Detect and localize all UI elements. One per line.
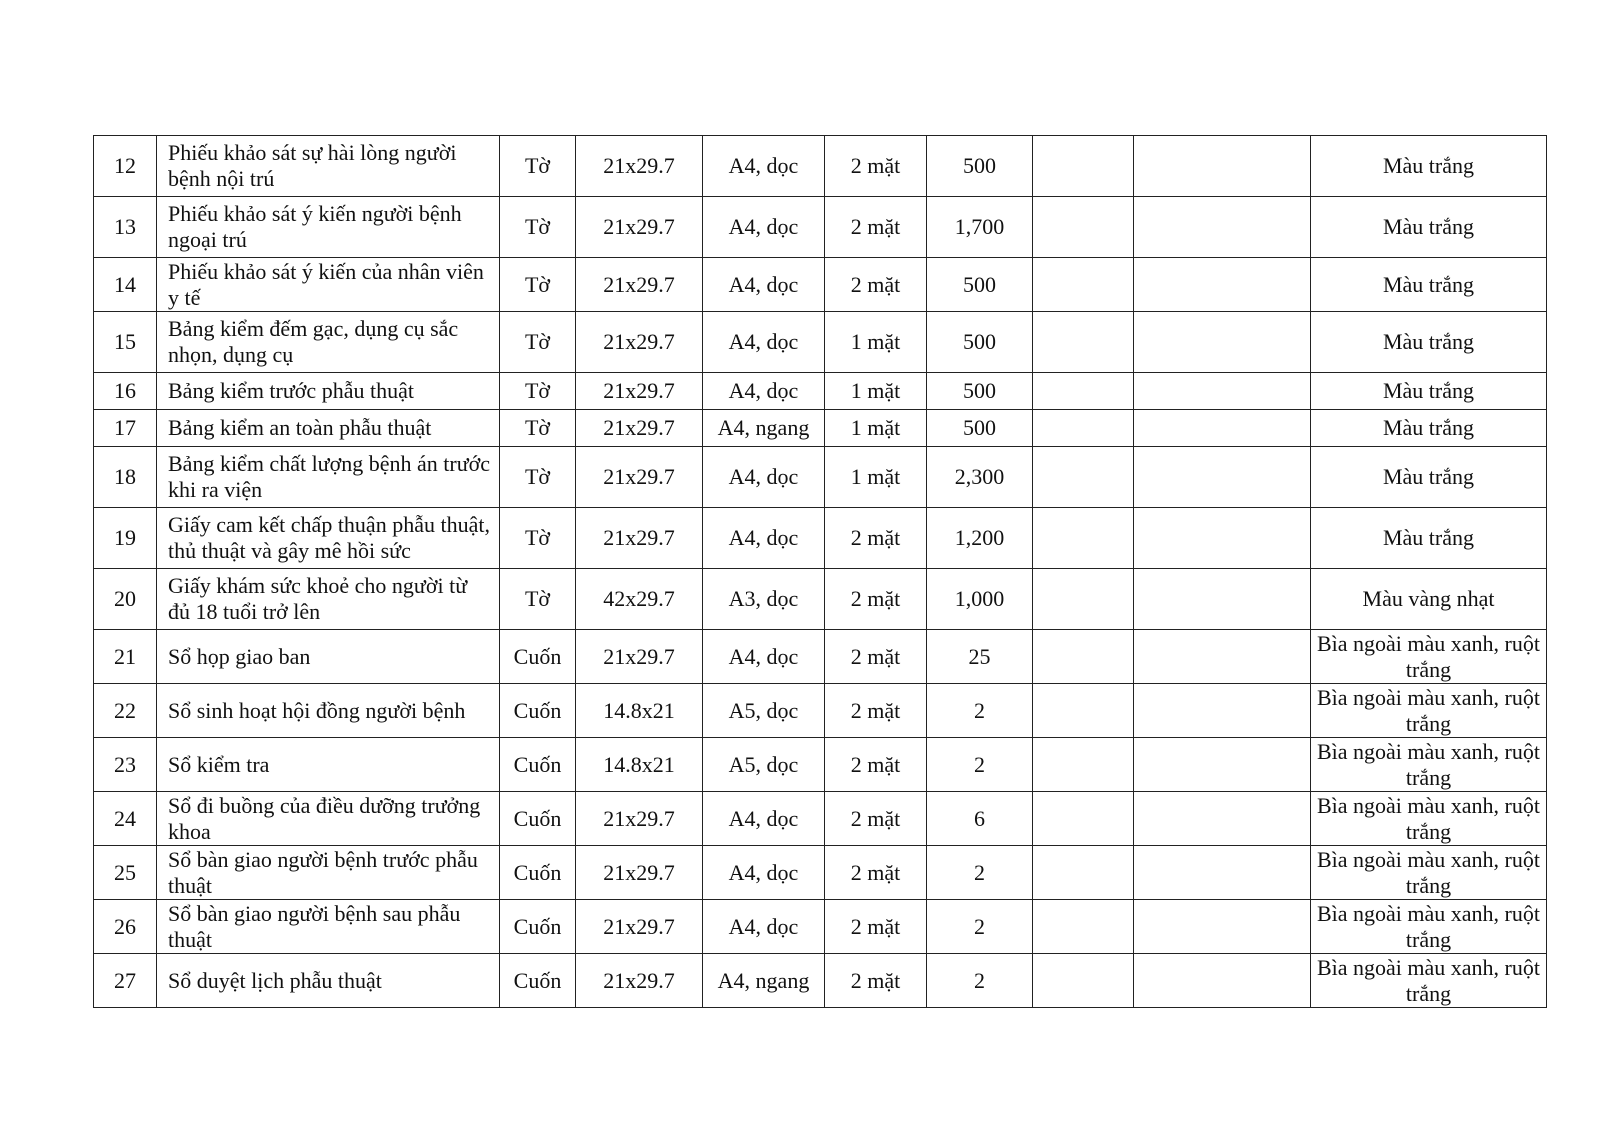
print-sides-cell: 2 mặt (825, 738, 927, 792)
quantity-cell: 2 (927, 684, 1033, 738)
paper-format-cell: A4, dọc (703, 447, 825, 508)
paper-format-cell: A3, dọc (703, 569, 825, 630)
note-cell: Bìa ngoài màu xanh, ruột trắng (1311, 846, 1547, 900)
empty-cell-cell (1134, 738, 1311, 792)
empty-cell-cell (1033, 954, 1134, 1008)
paper-format-cell: A4, dọc (703, 197, 825, 258)
table-row (94, 136, 1547, 197)
unit-cell: Tờ (500, 312, 576, 373)
unit-cell: Tờ (500, 373, 576, 410)
form-name-cell: Phiếu khảo sát ý kiến người bệnh ngoại trú (157, 197, 500, 258)
empty-cell-cell (1033, 373, 1134, 410)
print-sides-cell: 2 mặt (825, 846, 927, 900)
paper-format-cell: A4, dọc (703, 312, 825, 373)
paper-format-cell: A4, dọc (703, 136, 825, 197)
form-name-cell: Sổ duyệt lịch phẫu thuật (157, 954, 500, 1008)
empty-cell-cell (1134, 684, 1311, 738)
print-sides-cell: 2 mặt (825, 508, 927, 569)
table-row (94, 258, 1547, 312)
paper-format-cell: A4, ngang (703, 410, 825, 447)
table-row (94, 447, 1547, 508)
paper-size-cell: 21x29.7 (576, 508, 703, 569)
empty-cell-cell (1134, 312, 1311, 373)
paper-size-cell: 21x29.7 (576, 258, 703, 312)
print-sides-cell: 2 mặt (825, 569, 927, 630)
empty-cell-cell (1033, 569, 1134, 630)
empty-cell-cell (1033, 447, 1134, 508)
form-name-cell: Sổ kiểm tra (157, 738, 500, 792)
note-cell: Bìa ngoài màu xanh, ruột trắng (1311, 630, 1547, 684)
paper-size-cell: 21x29.7 (576, 900, 703, 954)
paper-format-cell: A4, dọc (703, 792, 825, 846)
table-body (94, 136, 1547, 1008)
form-name-cell: Sổ đi buồng của điều dưỡng trưởng khoa (157, 792, 500, 846)
table-row (94, 569, 1547, 630)
note-cell: Bìa ngoài màu xanh, ruột trắng (1311, 792, 1547, 846)
note-cell: Màu trắng (1311, 258, 1547, 312)
form-name-cell: Giấy cam kết chấp thuận phẫu thuật, thủ thuật và gây mê hồi sức (157, 508, 500, 569)
paper-size-cell: 21x29.7 (576, 954, 703, 1008)
form-name-cell: Bảng kiểm đếm gạc, dụng cụ sắc nhọn, dụng cụ (157, 312, 500, 373)
unit-cell: Tờ (500, 410, 576, 447)
print-sides-cell: 2 mặt (825, 900, 927, 954)
empty-cell-cell (1033, 792, 1134, 846)
print-sides-cell: 1 mặt (825, 410, 927, 447)
quantity-cell: 1,200 (927, 508, 1033, 569)
print-sides-cell: 2 mặt (825, 792, 927, 846)
paper-size-cell: 21x29.7 (576, 312, 703, 373)
form-name-cell: Sổ họp giao ban (157, 630, 500, 684)
row-number-cell: 21 (94, 630, 157, 684)
note-cell: Màu trắng (1311, 197, 1547, 258)
row-number-cell: 27 (94, 954, 157, 1008)
empty-cell-cell (1033, 630, 1134, 684)
empty-cell-cell (1134, 197, 1311, 258)
empty-cell-cell (1134, 258, 1311, 312)
note-cell: Màu trắng (1311, 312, 1547, 373)
form-name-cell: Sổ bàn giao người bệnh trước phẫu thuật (157, 846, 500, 900)
empty-cell-cell (1134, 954, 1311, 1008)
quantity-cell: 2 (927, 846, 1033, 900)
paper-format-cell: A4, ngang (703, 954, 825, 1008)
row-number-cell: 13 (94, 197, 157, 258)
paper-format-cell: A5, dọc (703, 684, 825, 738)
paper-format-cell: A4, dọc (703, 846, 825, 900)
note-cell: Bìa ngoài màu xanh, ruột trắng (1311, 684, 1547, 738)
table-row (94, 738, 1547, 792)
row-number-cell: 24 (94, 792, 157, 846)
quantity-cell: 2,300 (927, 447, 1033, 508)
quantity-cell: 500 (927, 258, 1033, 312)
paper-size-cell: 21x29.7 (576, 197, 703, 258)
paper-format-cell: A4, dọc (703, 258, 825, 312)
paper-format-cell: A4, dọc (703, 900, 825, 954)
quantity-cell: 500 (927, 410, 1033, 447)
table-row (94, 900, 1547, 954)
quantity-cell: 500 (927, 136, 1033, 197)
empty-cell-cell (1033, 197, 1134, 258)
quantity-cell: 25 (927, 630, 1033, 684)
note-cell: Màu trắng (1311, 373, 1547, 410)
empty-cell-cell (1033, 136, 1134, 197)
paper-size-cell: 21x29.7 (576, 846, 703, 900)
unit-cell: Cuốn (500, 684, 576, 738)
empty-cell-cell (1134, 136, 1311, 197)
form-name-cell: Phiếu khảo sát sự hài lòng người bệnh nội trú (157, 136, 500, 197)
unit-cell: Cuốn (500, 738, 576, 792)
row-number-cell: 18 (94, 447, 157, 508)
paper-format-cell: A5, dọc (703, 738, 825, 792)
empty-cell-cell (1134, 569, 1311, 630)
form-name-cell: Giấy khám sức khoẻ cho người từ đủ 18 tuổi trở lên (157, 569, 500, 630)
table-row (94, 792, 1547, 846)
table-row (94, 312, 1547, 373)
table-row (94, 410, 1547, 447)
paper-size-cell: 21x29.7 (576, 373, 703, 410)
empty-cell-cell (1033, 738, 1134, 792)
form-name-cell: Bảng kiểm an toàn phẫu thuật (157, 410, 500, 447)
paper-size-cell: 21x29.7 (576, 136, 703, 197)
note-cell: Màu trắng (1311, 447, 1547, 508)
row-number-cell: 19 (94, 508, 157, 569)
row-number-cell: 23 (94, 738, 157, 792)
table-row (94, 508, 1547, 569)
paper-format-cell: A4, dọc (703, 630, 825, 684)
row-number-cell: 26 (94, 900, 157, 954)
empty-cell-cell (1134, 410, 1311, 447)
empty-cell-cell (1033, 508, 1134, 569)
empty-cell-cell (1033, 900, 1134, 954)
unit-cell: Tờ (500, 136, 576, 197)
paper-size-cell: 21x29.7 (576, 410, 703, 447)
unit-cell: Cuốn (500, 846, 576, 900)
unit-cell: Cuốn (500, 630, 576, 684)
paper-size-cell: 21x29.7 (576, 792, 703, 846)
print-sides-cell: 2 mặt (825, 258, 927, 312)
print-sides-cell: 2 mặt (825, 197, 927, 258)
row-number-cell: 14 (94, 258, 157, 312)
table-row (94, 197, 1547, 258)
row-number-cell: 22 (94, 684, 157, 738)
paper-size-cell: 42x29.7 (576, 569, 703, 630)
note-cell: Màu vàng nhạt (1311, 569, 1547, 630)
empty-cell-cell (1134, 792, 1311, 846)
paper-size-cell: 14.8x21 (576, 684, 703, 738)
quantity-cell: 6 (927, 792, 1033, 846)
row-number-cell: 12 (94, 136, 157, 197)
form-name-cell: Sổ sinh hoạt hội đồng người bệnh (157, 684, 500, 738)
unit-cell: Tờ (500, 508, 576, 569)
unit-cell: Tờ (500, 447, 576, 508)
empty-cell-cell (1134, 846, 1311, 900)
empty-cell-cell (1134, 447, 1311, 508)
print-sides-cell: 1 mặt (825, 373, 927, 410)
form-name-cell: Phiếu khảo sát ý kiến của nhân viên y tế (157, 258, 500, 312)
empty-cell-cell (1033, 312, 1134, 373)
print-sides-cell: 2 mặt (825, 630, 927, 684)
note-cell: Bìa ngoài màu xanh, ruột trắng (1311, 954, 1547, 1008)
row-number-cell: 16 (94, 373, 157, 410)
table-row (94, 373, 1547, 410)
forms-table (93, 135, 1547, 1008)
unit-cell: Cuốn (500, 792, 576, 846)
unit-cell: Tờ (500, 197, 576, 258)
empty-cell-cell (1134, 900, 1311, 954)
note-cell: Bìa ngoài màu xanh, ruột trắng (1311, 738, 1547, 792)
print-sides-cell: 2 mặt (825, 954, 927, 1008)
note-cell: Màu trắng (1311, 410, 1547, 447)
empty-cell-cell (1134, 373, 1311, 410)
row-number-cell: 20 (94, 569, 157, 630)
row-number-cell: 15 (94, 312, 157, 373)
quantity-cell: 1,000 (927, 569, 1033, 630)
unit-cell: Cuốn (500, 954, 576, 1008)
quantity-cell: 1,700 (927, 197, 1033, 258)
form-name-cell: Bảng kiểm trước phẫu thuật (157, 373, 500, 410)
paper-size-cell: 14.8x21 (576, 738, 703, 792)
print-sides-cell: 1 mặt (825, 447, 927, 508)
table-row (94, 684, 1547, 738)
quantity-cell: 2 (927, 900, 1033, 954)
unit-cell: Cuốn (500, 900, 576, 954)
row-number-cell: 25 (94, 846, 157, 900)
unit-cell: Tờ (500, 569, 576, 630)
quantity-cell: 2 (927, 954, 1033, 1008)
form-name-cell: Bảng kiểm chất lượng bệnh án trước khi ra viện (157, 447, 500, 508)
note-cell: Bìa ngoài màu xanh, ruột trắng (1311, 900, 1547, 954)
form-name-cell: Sổ bàn giao người bệnh sau phẫu thuật (157, 900, 500, 954)
empty-cell-cell (1033, 846, 1134, 900)
paper-format-cell: A4, dọc (703, 508, 825, 569)
empty-cell-cell (1134, 508, 1311, 569)
unit-cell: Tờ (500, 258, 576, 312)
table-row (94, 954, 1547, 1008)
paper-size-cell: 21x29.7 (576, 630, 703, 684)
note-cell: Màu trắng (1311, 508, 1547, 569)
print-sides-cell: 2 mặt (825, 136, 927, 197)
print-sides-cell: 2 mặt (825, 684, 927, 738)
table-row (94, 846, 1547, 900)
print-sides-cell: 1 mặt (825, 312, 927, 373)
empty-cell-cell (1033, 684, 1134, 738)
paper-size-cell: 21x29.7 (576, 447, 703, 508)
table-row (94, 630, 1547, 684)
paper-format-cell: A4, dọc (703, 373, 825, 410)
quantity-cell: 500 (927, 373, 1033, 410)
row-number-cell: 17 (94, 410, 157, 447)
quantity-cell: 500 (927, 312, 1033, 373)
empty-cell-cell (1033, 258, 1134, 312)
note-cell: Màu trắng (1311, 136, 1547, 197)
empty-cell-cell (1033, 410, 1134, 447)
quantity-cell: 2 (927, 738, 1033, 792)
empty-cell-cell (1134, 630, 1311, 684)
